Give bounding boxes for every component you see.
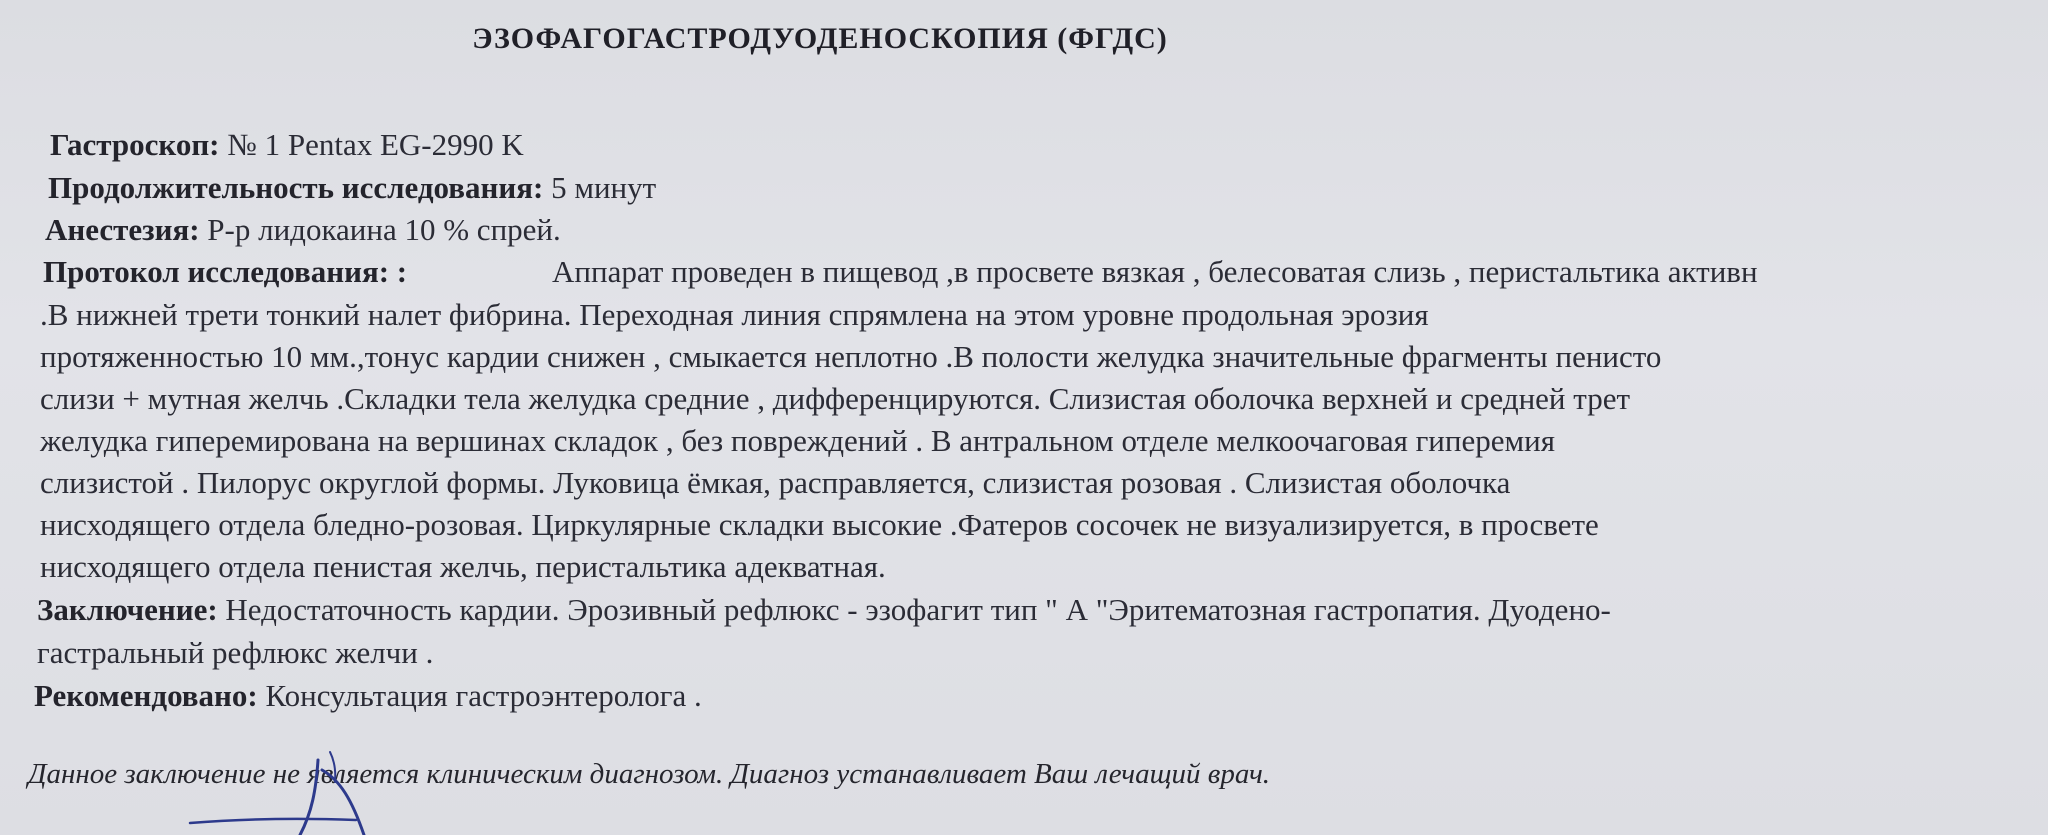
- protocol-line: нисходящего отдела пенистая желчь, перистальтика адекватная.: [40, 549, 886, 584]
- protocol-label-line: [43, 256, 407, 287]
- protocol-label: Протокол исследования: :: [43, 254, 408, 289]
- protocol-line: слизистой . Пилорус округлой формы. Луковица ёмкая, расправляется, слизистая розовая . Слизистая оболочка: [40, 465, 1511, 500]
- document-title: ЭЗОФАГОГАСТРОДУОДЕНОСКОПИЯ (ФГДС): [472, 22, 1168, 55]
- recommended-label: Рекомендовано:: [34, 678, 258, 713]
- disclaimer: Данное заключение не является клиническим диагнозом. Диагноз устанавливает Ваш лечащий врач.: [28, 758, 1271, 790]
- conclusion-text: Недостаточность кардии. Эрозивный рефлюкс - эзофагит тип " А "Эритематозная гастропатия. Дуодено-: [225, 592, 1611, 627]
- duration-line: [48, 172, 656, 203]
- recommended-value: Консультация гастроэнтеролога .: [265, 678, 702, 713]
- protocol-line: слизи + мутная желчь .Складки тела желудка средние , дифференцируются. Слизистая оболочка верхней и средней трет: [40, 381, 1631, 416]
- conclusion-label: Заключение:: [37, 592, 218, 627]
- gastroscope-value: № 1 Pentax EG-2990 K: [227, 127, 524, 162]
- duration-value: 5 минут: [551, 170, 657, 205]
- pen-stroke: [190, 819, 356, 823]
- anesthesia-label: Анестезия:: [45, 212, 200, 247]
- gastroscope-label: Гастроскоп:: [50, 127, 220, 162]
- duration-label: Продолжительность исследования:: [48, 170, 544, 205]
- protocol-line: протяженностью 10 мм.,тонус кардии снижен , смыкается неплотно .В полости желудка значительные фрагменты пенисто: [40, 339, 1662, 374]
- protocol-line: Аппарат проведен в пищевод ,в просвете вязкая , белесоватая слизь , перистальтика активн: [552, 254, 1758, 289]
- protocol-line: желудка гиперемирована на вершинах складок , без повреждений . В антральном отделе мелкоочаговая гиперемия: [40, 423, 1555, 458]
- conclusion-line: [37, 594, 1611, 625]
- protocol-line: нисходящего отдела бледно-розовая. Циркулярные складки высокие .Фатеров сосочек не визуализируется, в просвете: [40, 507, 1599, 542]
- recommended-line: [34, 680, 702, 711]
- conclusion-line: гастральный рефлюкс желчи .: [37, 635, 434, 670]
- anesthesia-value: Р-р лидокаина 10 % спрей.: [207, 212, 561, 247]
- gastroscope-line: [50, 129, 524, 160]
- anesthesia-line: [45, 214, 561, 245]
- protocol-line: .В нижней трети тонкий налет фибрина. Переходная линия спрямлена на этом уровне продольная эрозия: [40, 297, 1429, 332]
